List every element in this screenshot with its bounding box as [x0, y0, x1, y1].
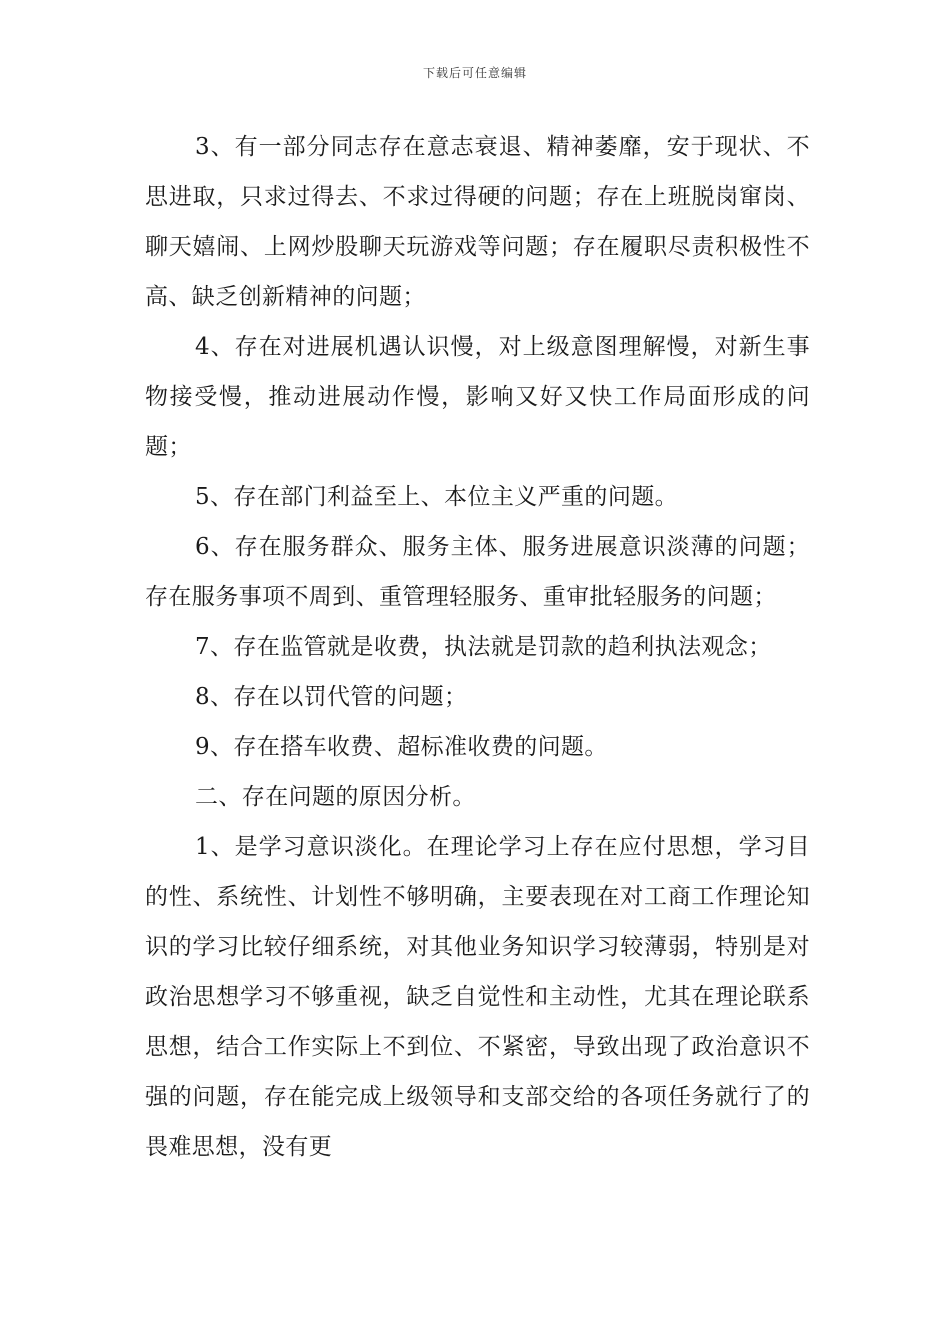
- paragraph-item-4: 4、存在对进展机遇认识慢，对上级意图理解慢，对新生事物接受慢，推动进展动作慢，影响又好又快工作局面形成的问题；: [145, 334, 810, 460]
- paragraph-cause-1: 1、是学习意识淡化。在理论学习上存在应付思想，学习目的性、系统性、计划性不够明确，主要表现在对工商工作理论知识的学习比较仔细系统，对其他业务知识学习较薄弱，特别是对政治思想学习不够重视，缺乏自觉性和主动性，尤其在理论联系思想，结合工作实际上不到位、不紧密，导致出现了政治意识不强的问题，存在能完成上级领导和支部交给的各项任务就行了的畏难思想，没有更: [145, 834, 810, 1160]
- paragraph-item-9: 9、存在搭车收费、超标准收费的问题。: [195, 734, 608, 760]
- paragraph-item-6: 6、存在服务群众、服务主体、服务进展意识淡薄的问题；存在服务事项不周到、重管理轻服务、重审批轻服务的问题；: [145, 534, 810, 610]
- paragraph-item-7: 7、存在监管就是收费，执法就是罚款的趋利执法观念；: [195, 634, 772, 660]
- page-header-note: 下载后可任意编辑: [422, 66, 527, 80]
- document-body: [145, 122, 810, 1172]
- section-heading-cause-analysis: 二、存在问题的原因分析。: [195, 784, 476, 810]
- paragraph-item-5: 5、存在部门利益至上、本位主义严重的问题。: [195, 484, 679, 510]
- paragraph-item-3: 3、有一部分同志存在意志衰退、精神萎靡，安于现状、不思进取，只求过得去、不求过得硬的问题；存在上班脱岗窜岗、聊天嬉闹、上网炒股聊天玩游戏等问题；存在履职尽责积极性不高、缺乏创新精神的问题；: [145, 134, 810, 310]
- paragraph-item-8: 8、存在以罚代管的问题；: [195, 684, 468, 710]
